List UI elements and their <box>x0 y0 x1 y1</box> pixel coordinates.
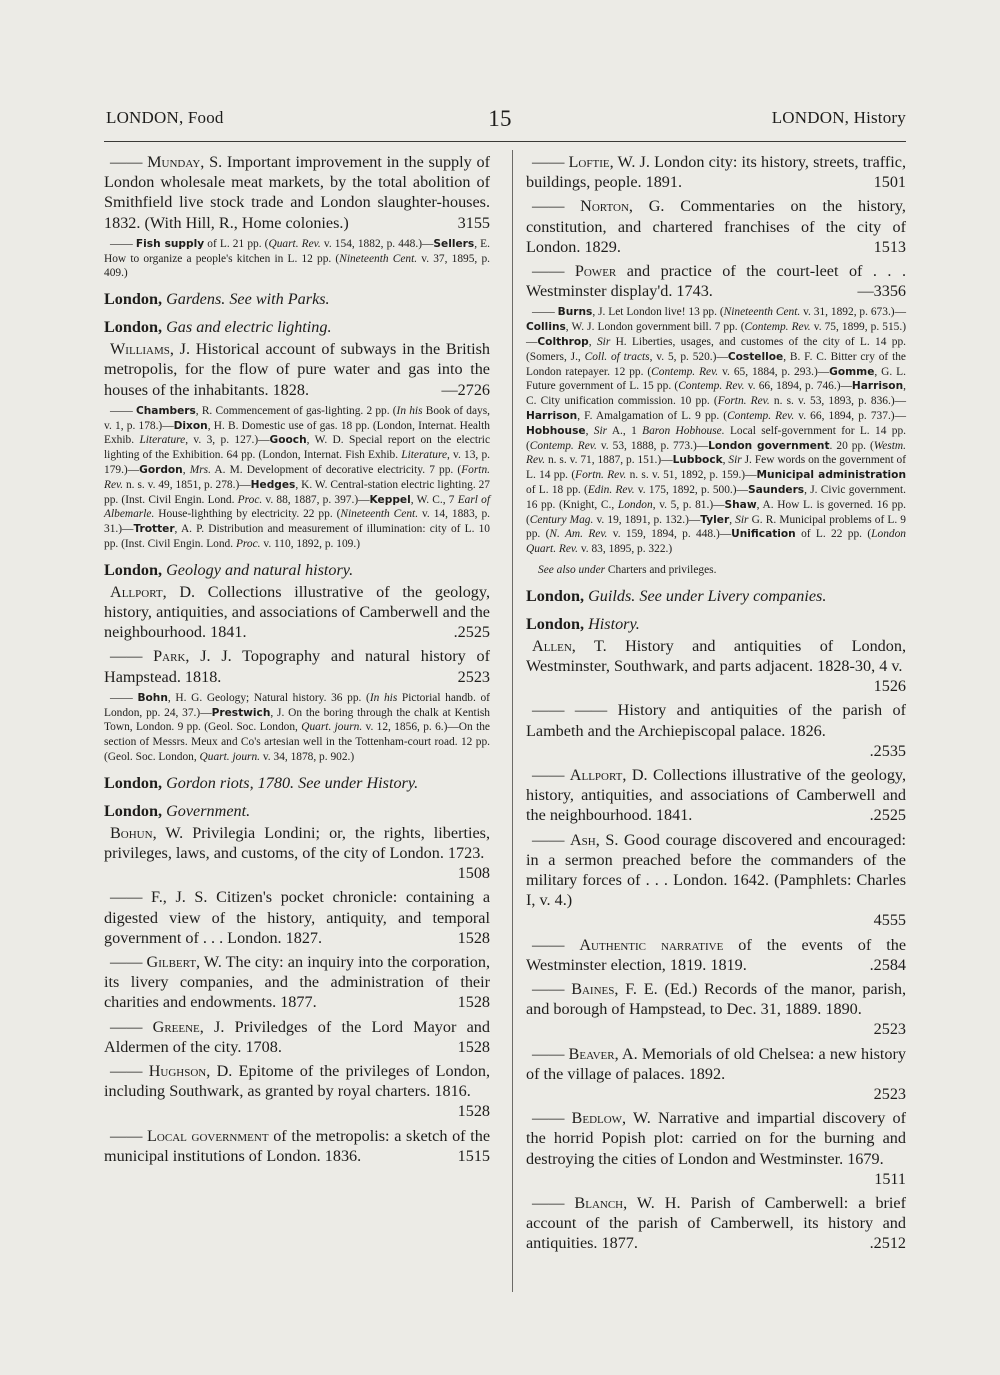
shelf-mark: 1526 <box>873 677 906 696</box>
entry-author: Authentic narrative <box>579 935 724 954</box>
catalogue-entry <box>526 935 906 975</box>
analytical-references: —— Bohn, H. G. Geology; Natural history. 36 pp. (In his Pictorial handb. of London, pp. 24, 37.)—Prestwich, J. On the boring through the chalk at Kentish Town, London. 9 pp. (Geol. Soc. London, Quart. journ. v. 12, 1856, p. 6.)—On the section of Messrs. Meux and Co's artesian well in the Tottenham-court road. 12 pp. (Geol. Soc. London, Quart. journ. v. 34, 1878, p. 902.) <box>104 691 490 763</box>
entry-title: Privilegia Londini; or, the rights, liberties, privileges, laws, and customs, of the city of London. 1723. <box>104 823 490 862</box>
entry-title: History and antiquities of London, Westminster, Southwark, and parts adjacent. 1828-30, 4 v. <box>526 636 906 675</box>
heading-subdivision: History. <box>584 614 640 633</box>
left-column <box>104 152 490 1170</box>
entry-author: Bohun, W. <box>110 823 184 842</box>
entry-title: Historical account of subways in the British metropolis, for the flow of pure water and gas into the houses of the inhabitants. 1828. <box>104 340 490 399</box>
shelf-mark: 1508 <box>457 864 490 883</box>
heading-subdivision: Guilds. See under Livery companies. <box>584 586 827 605</box>
entry-author: Beaver, A. <box>568 1044 638 1063</box>
shelf-mark: —2726 <box>441 380 490 399</box>
entry-author: Power <box>574 262 617 281</box>
catalogue-entry <box>104 887 490 948</box>
shelf-mark: .2535 <box>869 741 906 760</box>
heading-subject: London, <box>526 586 585 605</box>
entry-author: Williams, J. <box>110 340 191 359</box>
entry-dash: —— <box>532 1194 575 1213</box>
subject-heading <box>526 586 906 606</box>
entry-author: Gilbert, W. <box>146 953 222 971</box>
entry-author: Norton, G. <box>580 197 665 216</box>
heading-subject: London, <box>104 801 163 820</box>
column-divider <box>512 150 513 1292</box>
shelf-mark: 2523 <box>873 1085 906 1104</box>
catalogue-entry <box>104 1061 490 1122</box>
shelf-mark: .2525 <box>453 623 490 642</box>
entry-title: of the metropolis: a sketch of the municipal institutions of London. 1836. <box>104 1126 491 1165</box>
entry-title: Narrative and impartial discovery of the horrid Popish plot: carried on for the burning and destroying the cities of London and Westminster. 1679. <box>526 1109 906 1168</box>
running-head-left: LONDON, Food <box>106 108 224 127</box>
shelf-mark: —3356 <box>857 282 906 301</box>
entry-author: Allport, D. <box>569 765 648 784</box>
heading-subdivision: Geology and natural history. <box>162 560 354 579</box>
entry-title: Memorials of old Chelsea: a new history of the village of palaces. 1892. <box>526 1044 906 1083</box>
catalogue-entry <box>526 636 906 697</box>
catalogue-entry <box>104 1126 490 1166</box>
entry-author: Local government <box>147 1126 269 1145</box>
catalogue-entry <box>526 1193 906 1254</box>
entry-author: Munday, S. <box>147 153 223 171</box>
catalogue-entry <box>526 979 906 1040</box>
shelf-mark: 3155 <box>457 213 490 232</box>
shelf-mark: 1528 <box>457 1102 490 1121</box>
entry-dash: —— <box>110 153 148 171</box>
entry-dash: —— <box>532 980 572 999</box>
entry-author: Loftie, W. J. <box>568 153 650 171</box>
entry-title: Good courage discovered and encouraged: in a sermon preached before the commanders of the military forces of . . . London. 1642. (Pamphlets: Charles I, v. 4.) <box>526 830 906 910</box>
entry-title: Epitome of the privileges of London, including Southwark, as granted by royal charters. 1816. <box>104 1062 491 1101</box>
catalogue-entry <box>526 1108 906 1189</box>
entry-dash: —— <box>110 1017 153 1036</box>
entry-dash: —— <box>532 153 569 171</box>
entry-author: Ash, S. <box>569 830 619 849</box>
entry-title: Important improvement in the supply of London wholesale meat markets, by the total abolition of Smithfield live stock trade and London slaughter-houses. 1832. (With Hill, R., Home colonies.) <box>104 153 490 232</box>
entry-dash: —— <box>110 888 152 907</box>
catalogue-entry <box>104 152 490 233</box>
shelf-mark: .2584 <box>869 955 906 974</box>
catalogue-entry <box>104 952 490 1013</box>
entry-dash: —— <box>110 647 154 666</box>
entry-author: Baines, F. E. <box>571 980 658 999</box>
catalogue-entry <box>526 196 906 257</box>
shelf-mark: 1515 <box>457 1146 490 1165</box>
entry-title: Citizen's pocket chronicle: containing a digested view of the history, antiquity, and temporal government of . . . London. 1827. <box>104 888 490 947</box>
entry-title: and practice of the court-leet of . . . Westminster display'd. 1743. <box>526 262 907 301</box>
heading-subject: London, <box>104 560 163 579</box>
subject-heading <box>526 614 906 634</box>
subject-heading <box>104 560 490 580</box>
heading-subject: London, <box>526 614 585 633</box>
entry-author: Bedlow, W. <box>571 1109 651 1128</box>
shelf-mark: 1501 <box>873 173 906 192</box>
shelf-mark: 1528 <box>457 928 490 947</box>
entry-author: Park, J. J. <box>153 647 232 666</box>
subject-heading <box>104 801 490 821</box>
entry-author: F., J. S. <box>151 888 208 907</box>
shelf-mark: 1511 <box>874 1169 906 1188</box>
catalogue-entry <box>526 830 906 931</box>
shelf-mark: 4555 <box>873 911 906 930</box>
catalogue-entry <box>104 582 490 643</box>
running-head-right: LONDON, History <box>771 108 906 127</box>
shelf-mark: .2512 <box>869 1234 906 1253</box>
right-column <box>526 152 906 1258</box>
entry-title: of the events of the Westminster election, 1819. 1819. <box>526 935 907 974</box>
entry-dash: —— <box>532 1044 569 1063</box>
subject-heading <box>104 289 490 309</box>
entry-dash: —— —— <box>532 701 618 720</box>
entry-title: Priviledges of the Lord Mayor and Aldermen of the city. 1708. <box>104 1017 490 1056</box>
shelf-mark: 1513 <box>873 237 906 256</box>
analytical-references: —— Fish supply of L. 21 pp. (Quart. Rev. v. 154, 1882, p. 448.)—Sellers, E. How to organize a people's kitchen in L. 12 pp. (Nineteenth Cent. v. 37, 1895, p. 409.) <box>104 237 490 280</box>
entry-title: London city: its history, streets, traffic, buildings, people. 1891. <box>526 153 906 192</box>
catalogue-entry <box>526 1044 906 1105</box>
heading-subdivision: Government. <box>162 801 251 820</box>
entry-dash: —— <box>532 197 581 216</box>
shelf-mark: .2525 <box>869 806 906 825</box>
entry-dash: —— <box>110 1126 148 1145</box>
heading-subject: London, <box>104 290 163 309</box>
entry-author: Allport, D. <box>110 582 196 601</box>
catalogue-entry <box>104 646 490 686</box>
entry-title: Collections illustrative of the geology, history, antiquities, and associations of Camberwell and the neighbourhood. 1841. <box>104 582 490 642</box>
catalogue-entry <box>526 700 906 761</box>
analytical-references: —— Burns, J. Let London live! 13 pp. (Nineteenth Cent. v. 31, 1892, p. 673.)—Collins, W. J. London government bill. 7 pp. (Contemp. Rev. v. 75, 1899, p. 515.)—Colthrop, Sir H. Liberties, usages, and customes of the city of L. 14 pp. (Somers, J., Coll. of tracts, v. 5, p. 520.)—Costelloe, B. F. C. Bitter cry of the London ratepayer. 12 pp. (Contemp. Rev. v. 65, 1884, p. 293.)—Gomme, G. L. Future government of L. 15 pp. (Contemp. Rev. v. 66, 1894, p. 746.)—Harrison, C. City unification commission. 10 pp. (Fortn. Rev. n. s. v. 53, 1893, p. 836.)—Harrison, F. Amalgamation of L. 9 pp. (Contemp. Rev. v. 66, 1894, p. 737.)—Hobhouse, Sir A., 1 Baron Hobhouse. Local self-government for L. 14 pp. (Contemp. Rev. v. 53, 1888, p. 773.)—London government. 20 pp. (Westm. Rev. n. s. v. 71, 1887, p. 151.)—Lubbock, Sir J. Few words on the government of L. 14 pp. (Fortn. Rev. n. s. v. 51, 1892, p. 159.)—Municipal administration of L. 18 pp. (Edin. Rev. v. 175, 1892, p. 500.)—Saunders, J. Civic government. 16 pp. (Knight, C., London, v. 5, p. 81.)—Shaw, A. How L. is governed. 16 pp. (Century Mag. v. 19, 1891, p. 132.)—Tyler, Sir G. R. Municipal problems of L. 9 pp. (N. Am. Rev. v. 159, 1894, p. 448.)—Unification of L. 22 pp. (London Quart. Rev. v. 83, 1895, p. 322.) <box>526 306 907 556</box>
entry-dash: —— <box>532 765 570 784</box>
header-rule <box>104 141 906 142</box>
shelf-mark: 1528 <box>457 993 490 1012</box>
catalogue-entry <box>526 152 906 192</box>
subject-heading <box>104 317 490 337</box>
entry-title: History and antiquities of the parish of Lambeth and the Archiepiscopal palace. 1826. <box>526 701 906 740</box>
entry-title: The city: an inquiry into the corporation, its livery companies, and the administration of their charities and endowments. 1877. <box>104 953 490 1012</box>
heading-subdivision: Gardens. See with Parks. <box>162 290 330 309</box>
entry-dash: —— <box>532 262 575 281</box>
catalogue-entry <box>104 823 490 884</box>
analytical-references: See also under Charters and privileges. <box>538 563 717 576</box>
entry-dash: —— <box>110 953 147 971</box>
catalogue-entry <box>526 261 906 301</box>
shelf-mark: 1528 <box>457 1037 490 1056</box>
entry-title: Parish of Camberwell: a brief account of the parish of Camberwell, its history and antiquities. 1877. <box>526 1194 907 1253</box>
subject-heading <box>104 773 490 793</box>
entry-title: (Ed.) Records of the manor, parish, and borough of Hampstead, to Dec. 31, 1889. 1890. <box>526 980 907 1019</box>
analytical-references: —— Chambers, R. Commencement of gas-lighting. 2 pp. (In his Book of days, v. 1, p. 178.)—Dixon, H. B. Domestic use of gas. 18 pp. (London, Internat. Health Exhib. Literature, v. 3, p. 127.)—Gooch, W. D. Special report on the electric lighting of the Exhibition. 64 pp. (London, Internat. Fish Exhib. Literature, v. 13, p. 179.)—Gordon, Mrs. A. M. Development of decorative electricity. 7 pp. (Fortn. Rev. n. s. v. 49, 1851, p. 278.)—Hedges, K. W. Central-station electric lighting. 27 pp. (Inst. Civil Engin. Lond. Proc. v. 88, 1887, p. 397.)—Keppel, W. C., 7 Earl of Albemarle. House-lighthing by electricity. 22 pp. (Nineteenth Cent. v. 14, 1883, p. 31.)—Trotter, A. P. Distribution and measurement of illumination: city of L. 10 pp. (Inst. Civil Engin. Lond. Proc. v. 110, 1892, p. 109.) <box>104 404 491 550</box>
entry-author: Greene, J. <box>152 1017 225 1036</box>
entry-author: Hughson, D. <box>148 1062 233 1081</box>
entry-author: Allen, T. <box>532 636 607 655</box>
catalogue-entry <box>526 765 906 826</box>
heading-subject: London, <box>104 773 163 792</box>
shelf-mark: 2523 <box>457 667 490 686</box>
entry-title: Topography and natural history of Hampstead. 1818. <box>104 647 490 686</box>
heading-subdivision: Gordon riots, 1780. See under History. <box>162 773 419 792</box>
page-number: 15 <box>488 106 512 131</box>
catalogue-entry <box>104 339 490 400</box>
entry-dash: —— <box>532 830 570 849</box>
entry-title: Commentaries on the history, constitution, and chartered franchises of the city of London. 1829. <box>526 197 906 256</box>
catalogue-entry <box>104 1017 490 1057</box>
shelf-mark: 2523 <box>873 1020 906 1039</box>
entry-dash: —— <box>532 935 580 954</box>
heading-subject: London, <box>104 318 163 337</box>
entry-dash: —— <box>532 1109 572 1128</box>
heading-subdivision: Gas and electric lighting. <box>162 318 332 337</box>
entry-title: Collections illustrative of the geology, history, antiquities, and associations of Camberwell and the neighbourhood. 1841. <box>526 765 907 825</box>
entry-dash: —— <box>110 1062 149 1081</box>
entry-author: Blanch, W. H. <box>574 1194 681 1213</box>
